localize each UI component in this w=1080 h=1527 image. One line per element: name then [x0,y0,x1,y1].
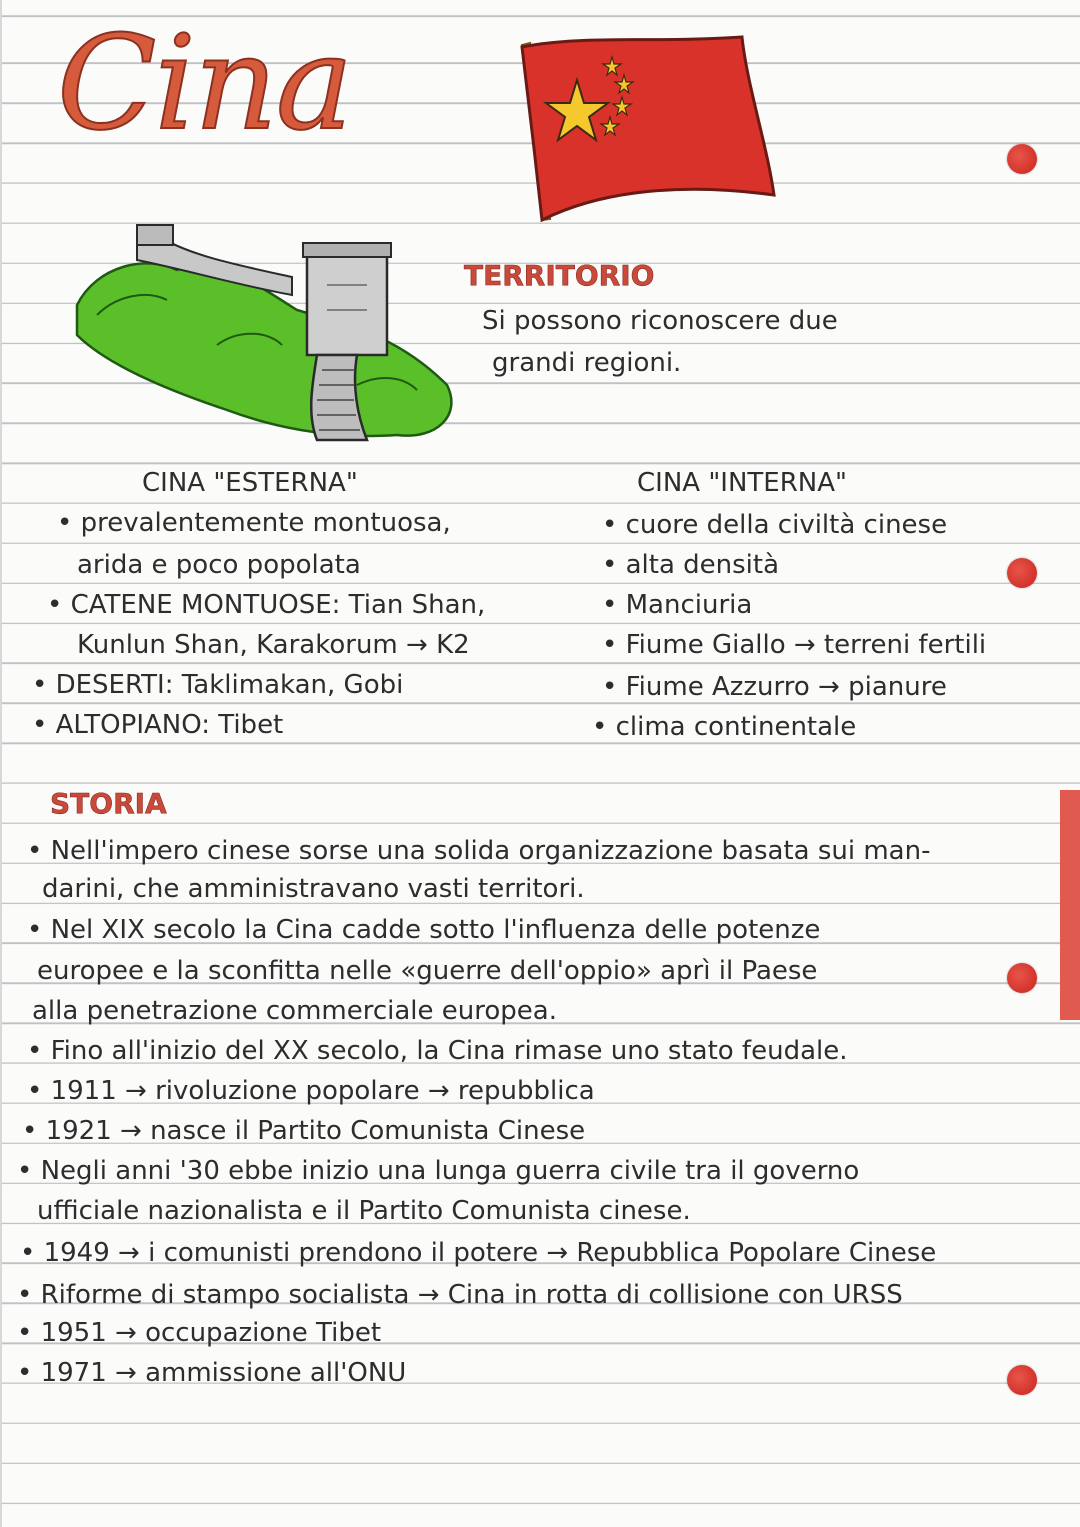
storia-line: • 1951 → occupazione Tibet [17,1318,382,1348]
territorio-text-line-2: grandi regioni. [492,348,682,378]
binder-hole [1007,144,1037,174]
binder-hole [1007,963,1037,993]
esterna-line: Kunlun Shan, Karakorum → K2 [77,630,470,660]
territorio-heading: TERRITORIO [464,259,655,292]
storia-line: darini, che amministravano vasti territori. [42,874,585,904]
interna-line: • cuore della civiltà cinese [602,510,948,540]
china-flag-icon [502,35,792,235]
interna-line: • Manciuria [602,590,753,620]
interna-line: • Fiume Giallo → terreni fertili [602,630,987,660]
page-edge-tab [1060,790,1080,1020]
esterna-line: • ALTOPIANO: Tibet [32,710,284,740]
storia-line: • 1971 → ammissione all'ONU [17,1358,407,1388]
esterna-line: • DESERTI: Taklimakan, Gobi [32,670,404,700]
storia-line: • 1911 → rivoluzione popolare → repubblica [27,1076,595,1106]
storia-line: • 1921 → nasce il Partito Comunista Cinese [22,1116,586,1146]
storia-line: • Fino all'inizio del XX secolo, la Cina rimase uno stato feudale. [27,1036,848,1066]
storia-line: • Nel XIX secolo la Cina cadde sotto l'influenza delle potenze [27,915,821,945]
esterna-line: arida e poco popolata [77,550,361,580]
storia-line: • Negli anni '30 ebbe inizio una lunga guerra civile tra il governo [17,1156,860,1186]
binder-hole [1007,558,1037,588]
interna-line: • clima continentale [592,712,857,742]
esterna-line: • prevalentemente montuosa, [57,508,451,538]
esterna-heading: CINA "ESTERNA" [142,468,358,498]
storia-line: • 1949 → i comunisti prendono il potere → Repubblica Popolare Cinese [20,1238,937,1268]
storia-line: ufficiale nazionalista e il Partito Comunista cinese. [37,1196,691,1226]
esterna-line: • CATENE MONTUOSE: Tian Shan, [47,590,486,620]
storia-line: alla penetrazione commerciale europea. [32,996,557,1026]
storia-heading: STORIA [50,787,167,820]
territorio-text-line-1: Si possono riconoscere due [482,306,838,336]
interna-heading: CINA "INTERNA" [637,468,847,498]
binder-hole [1007,1365,1037,1395]
great-wall-illustration [67,215,467,445]
interna-line: • Fiume Azzurro → pianure [602,672,947,702]
storia-line: • Nell'impero cinese sorse una solida organizzazione basata sui man- [27,836,931,866]
page-title: Cina [57,7,352,159]
interna-line: • alta densità [602,550,780,580]
storia-line: • Riforme di stampo socialista → Cina in rotta di collisione con URSS [17,1280,903,1310]
storia-line: europee e la sconfitta nelle «guerre dell'oppio» aprì il Paese [37,956,818,986]
